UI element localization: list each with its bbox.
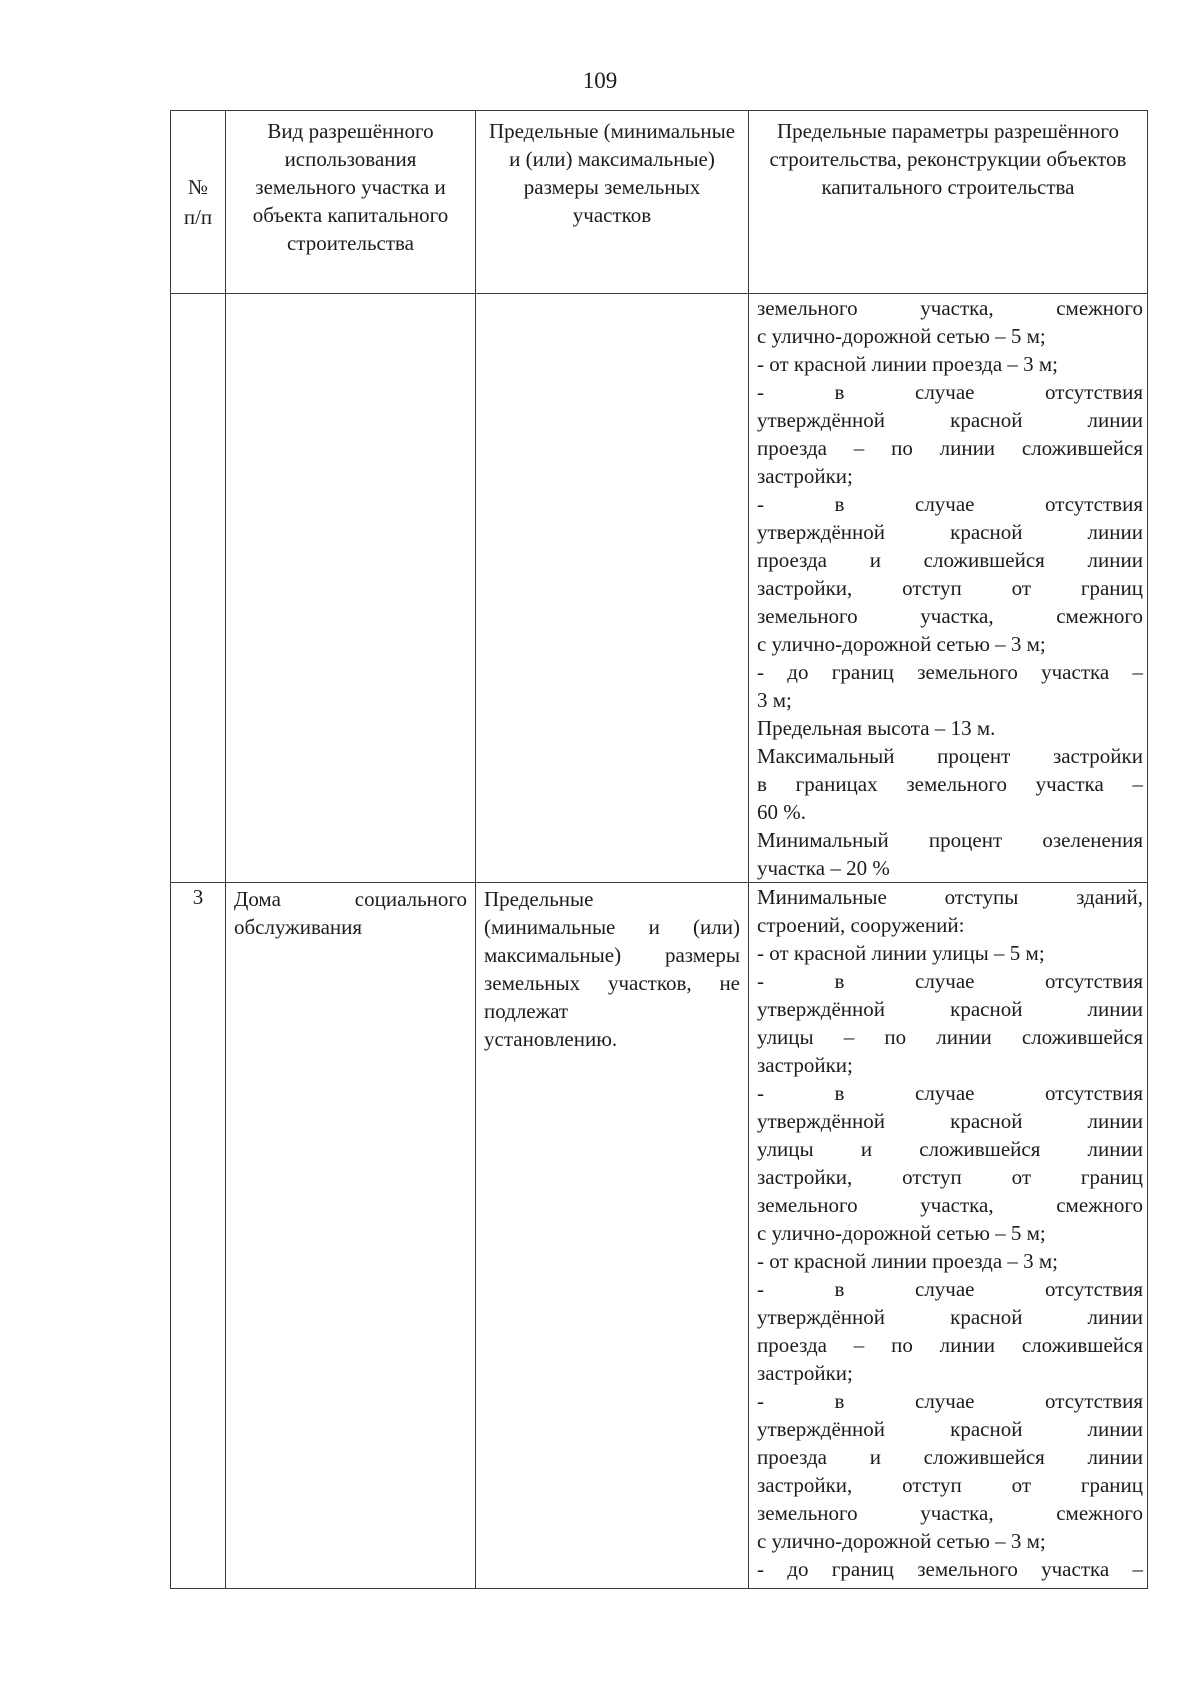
row-number: 3 bbox=[171, 883, 226, 1589]
params-text-line: земельного участка, смежного bbox=[757, 1501, 1143, 1525]
params-text-line: застройки, отступ от границ bbox=[757, 1165, 1143, 1189]
sizes-text-line: земельных участков, не bbox=[484, 971, 740, 995]
params-text-line: в границах земельного участка – bbox=[757, 772, 1143, 796]
row-params-text bbox=[749, 883, 1147, 1583]
params-text-line: Минимальный процент озеленения bbox=[757, 828, 1143, 852]
params-text-line: 60 %. bbox=[757, 800, 806, 824]
params-text-line: - до границ земельного участка – bbox=[757, 1557, 1143, 1581]
table-row bbox=[171, 883, 1148, 1589]
use-type-text-line: Дома социального bbox=[234, 887, 467, 911]
params-text-line: улицы – по линии сложившейся bbox=[757, 1025, 1143, 1049]
sizes-text-line: установлению. bbox=[484, 1027, 618, 1051]
params-text-line: застройки; bbox=[757, 464, 853, 488]
header-plot-sizes: Предельные (минимальные и (или) максимальные) размеры земельных участков bbox=[476, 111, 749, 294]
sizes-text-line: (минимальные и (или) bbox=[484, 915, 740, 939]
params-text-line: с улично-дорожной сетью – 3 м; bbox=[757, 632, 1046, 656]
header-construction-params: Предельные параметры разрешённого строительства, реконструкции объектов капитального строительства bbox=[749, 111, 1148, 294]
params-text-line: проезда – по линии сложившейся bbox=[757, 436, 1143, 460]
header-number-symbol: № bbox=[187, 175, 209, 199]
params-text-line: земельного участка, смежного bbox=[757, 1193, 1143, 1217]
params-text-line: Максимальный процент застройки bbox=[757, 744, 1143, 768]
params-text-line: 3 м; bbox=[757, 688, 792, 712]
params-text-line: земельного участка, смежного bbox=[757, 296, 1143, 320]
params-text-line: проезда и сложившейся линии bbox=[757, 548, 1143, 572]
continuation-use-type-cell bbox=[226, 294, 476, 883]
sizes-text-line: подлежат bbox=[484, 999, 569, 1023]
continuation-number-cell bbox=[171, 294, 226, 883]
params-text-line: - в случае отсутствия bbox=[757, 380, 1143, 404]
params-text-line: - от красной линии улицы – 5 м; bbox=[757, 941, 1045, 965]
header-number-abbr: п/п bbox=[183, 205, 213, 229]
params-text-line: участка – 20 % bbox=[757, 856, 890, 880]
params-text-line: застройки, отступ от границ bbox=[757, 576, 1143, 600]
params-text-line: проезда – по линии сложившейся bbox=[757, 1333, 1143, 1357]
sizes-text-line: максимальные) размеры bbox=[484, 943, 740, 967]
params-text-line: - от красной линии проезда – 3 м; bbox=[757, 1249, 1059, 1273]
params-text-line: с улично-дорожной сетью – 5 м; bbox=[757, 1221, 1046, 1245]
params-text-line: - в случае отсутствия bbox=[757, 492, 1143, 516]
continuation-params-text bbox=[749, 294, 1147, 882]
params-text-line: утверждённой красной линии bbox=[757, 1109, 1143, 1133]
params-text-line: - от красной линии проезда – 3 м; bbox=[757, 352, 1059, 376]
params-text-line: застройки, отступ от границ bbox=[757, 1473, 1143, 1497]
table-row-continuation bbox=[171, 294, 1148, 883]
params-text-line: - в случае отсутствия bbox=[757, 1389, 1143, 1413]
params-text-line: застройки; bbox=[757, 1361, 853, 1385]
params-text-line: утверждённой красной линии bbox=[757, 408, 1143, 432]
params-text-line: проезда и сложившейся линии bbox=[757, 1445, 1143, 1469]
params-text-line: улицы и сложившейся линии bbox=[757, 1137, 1143, 1161]
page-number: 109 bbox=[582, 68, 618, 93]
params-text-line: застройки; bbox=[757, 1053, 853, 1077]
params-text-line: - в случае отсутствия bbox=[757, 969, 1143, 993]
params-text-line: утверждённой красной линии bbox=[757, 520, 1143, 544]
params-text-line: с улично-дорожной сетью – 3 м; bbox=[757, 1529, 1046, 1553]
params-text-line: - в случае отсутствия bbox=[757, 1081, 1143, 1105]
params-text-line: земельного участка, смежного bbox=[757, 604, 1143, 628]
params-text-line: утверждённой красной линии bbox=[757, 1417, 1143, 1441]
row-use-type-text bbox=[226, 883, 475, 941]
header-use-type: Вид разрешённого использования земельного участка и объекта капитального строительства bbox=[226, 111, 476, 294]
params-text-line: - в случае отсутствия bbox=[757, 1277, 1143, 1301]
params-text-line: Минимальные отступы зданий, bbox=[757, 885, 1143, 909]
row-sizes-text bbox=[476, 883, 748, 1053]
use-type-text-line: обслуживания bbox=[234, 915, 363, 939]
params-text-line: утверждённой красной линии bbox=[757, 997, 1143, 1021]
params-text-line: с улично-дорожной сетью – 5 м; bbox=[757, 324, 1046, 348]
params-text-line: Предельная высота – 13 м. bbox=[757, 716, 996, 740]
regulations-table bbox=[170, 110, 1148, 1589]
params-text-line: - до границ земельного участка – bbox=[757, 660, 1143, 684]
continuation-params-cell bbox=[749, 294, 1148, 883]
sizes-text-line: Предельные bbox=[484, 887, 594, 911]
header-number-cell bbox=[171, 111, 226, 294]
row-use-type-cell bbox=[226, 883, 476, 1589]
table-header-row bbox=[171, 111, 1148, 294]
params-text-line: строений, сооружений: bbox=[757, 913, 965, 937]
row-params-cell bbox=[749, 883, 1148, 1589]
continuation-sizes-cell bbox=[476, 294, 749, 883]
params-text-line: утверждённой красной линии bbox=[757, 1305, 1143, 1329]
row-sizes-cell bbox=[476, 883, 749, 1589]
